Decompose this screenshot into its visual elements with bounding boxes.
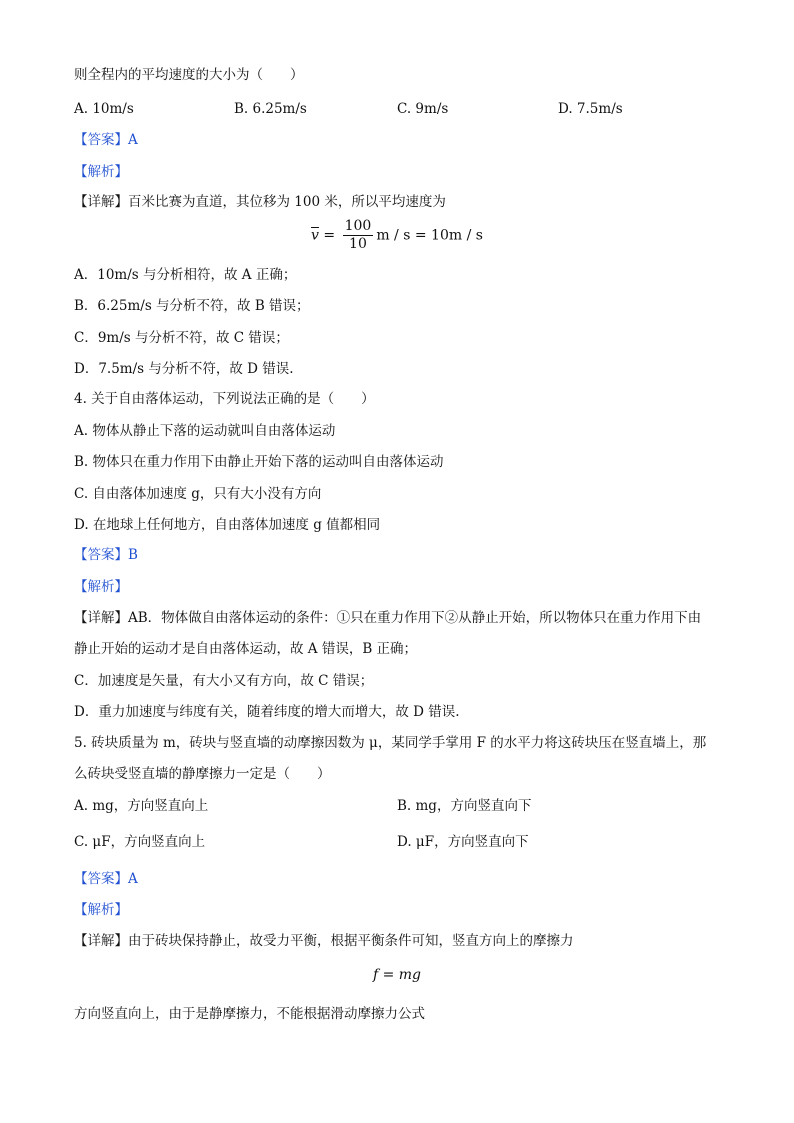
q4-option-b: B. 物体只在重力作用下由静止开始下落的运动叫自由落体运动 (74, 454, 444, 470)
q3-analysis: 【解析】 (74, 164, 128, 180)
q5-option-c: C. μF，方向竖直向上 (74, 834, 206, 850)
q3-answer: 【答案】A (74, 132, 138, 148)
q4-option-c: C. 自由落体加速度 g，只有大小没有方向 (74, 486, 322, 502)
q5-formula: f = mg (372, 967, 422, 983)
q3-stem-tail: 则全程内的平均速度的大小为（ ） (74, 67, 304, 83)
q4-option-a: A. 物体从静止下落的运动就叫自由落体运动 (74, 423, 336, 439)
q3-formula-eq1: = (318, 227, 340, 244)
q4-detail-line2: 静止开始的运动才是自由落体运动，故 A 错误，B 正确； (74, 641, 418, 657)
q5-analysis: 【解析】 (74, 902, 128, 918)
q3-detail: 【详解】百米比赛为直道，其位移为 100 米，所以平均速度为 (74, 194, 446, 210)
q3-formula-den: 10 (349, 236, 367, 252)
q5-option-a: A. mg，方向竖直向上 (74, 798, 209, 814)
q3-explain-a: A．10m/s 与分析相符，故 A 正确； (74, 267, 297, 283)
q5-tail: 方向竖直向上，由于是静摩擦力，不能根据滑动摩擦力公式 (74, 1006, 425, 1022)
q4-stem: 4. 关于自由落体运动，下列说法正确的是（ ） (74, 391, 375, 407)
q5-stem-line2: 么砖块受竖直墙的静摩擦力一定是（ ） (74, 766, 331, 782)
q3-option-b: B. 6.25m/s (234, 101, 307, 117)
q3-option-c: C. 9m/s (397, 101, 449, 117)
q3-option-d: D. 7.5m/s (558, 101, 623, 117)
q4-explain-d: D．重力加速度与纬度有关，随着纬度的增大而增大，故 D 错误. (74, 704, 460, 720)
q3-formula-eq2: = (410, 227, 432, 244)
q3-formula-result: 10m / s (431, 227, 483, 244)
q5-option-d: D. μF，方向竖直向下 (397, 834, 529, 850)
q5-detail: 【详解】由于砖块保持静止，故受力平衡，根据平衡条件可知，竖直方向上的摩擦力 (74, 933, 574, 949)
q3-formula (0, 218, 794, 253)
q5-option-b: B. mg，方向竖直向下 (397, 798, 532, 814)
q4-option-d: D. 在地球上任何地方，自由落体加速度 g 值都相同 (74, 517, 381, 533)
q4-answer: 【答案】B (74, 547, 138, 563)
q5-answer: 【答案】A (74, 871, 138, 887)
q3-explain-b: B．6.25m/s 与分析不符，故 B 错误； (74, 298, 310, 314)
q3-explain-d: D．7.5m/s 与分析不符，故 D 错误. (74, 361, 294, 377)
q3-formula-unit: m / s (376, 227, 411, 244)
q4-analysis: 【解析】 (74, 579, 128, 595)
q3-formula-fraction (343, 218, 374, 253)
q3-explain-c: C．9m/s 与分析不符，故 C 错误； (74, 330, 289, 346)
q3-formula-v: $\overline{v}$ (311, 227, 319, 244)
q4-explain-c: C．加速度是矢量，有大小又有方向，故 C 错误； (74, 673, 374, 689)
q3-option-a: A. 10m/s (74, 101, 134, 117)
q5-stem-line1: 5. 砖块质量为 m，砖块与竖直墙的动摩擦因数为 μ，某同学手掌用 F 的水平力将这砖块压在竖直墙上，那 (74, 735, 707, 751)
q4-detail-line1: 【详解】AB．物体做自由落体运动的条件：①只在重力作用下②从静止开始，所以物体只在重力作用下由 (74, 610, 702, 626)
q3-formula-num: 100 (344, 218, 372, 234)
